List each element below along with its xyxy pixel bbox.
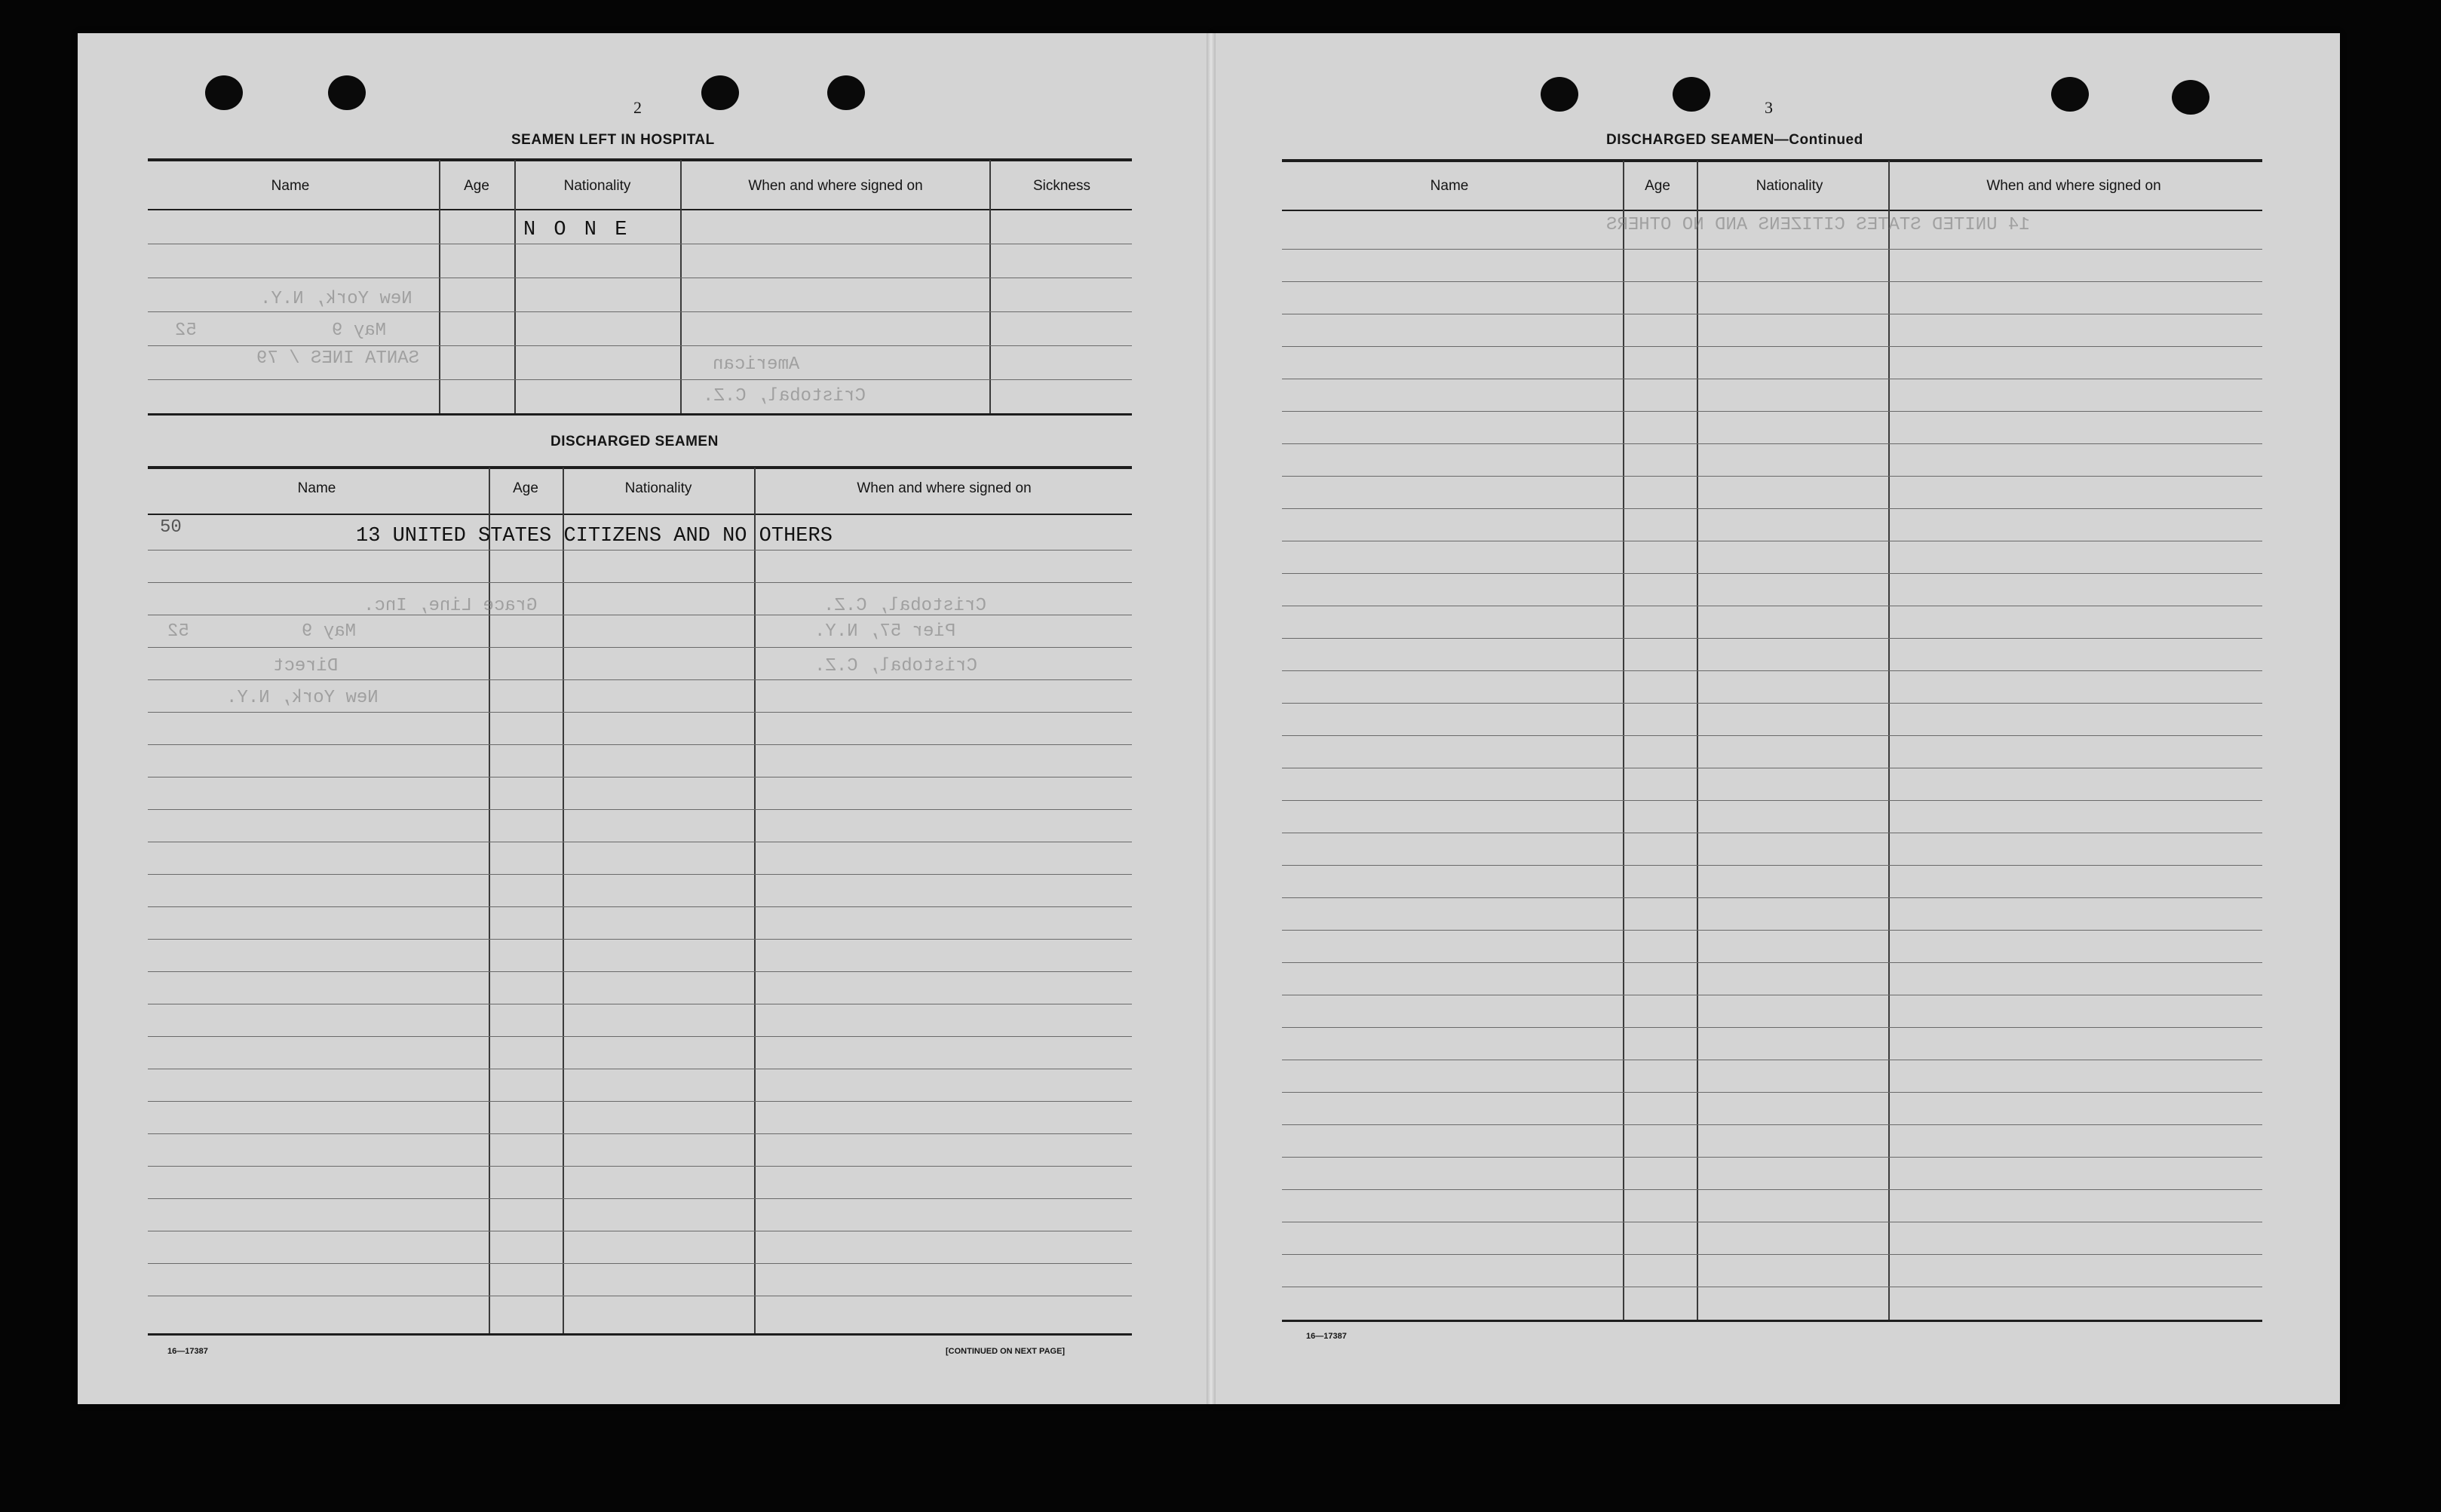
table-row-line <box>1282 476 2262 477</box>
discharged-divider <box>754 468 756 1335</box>
right-bottom-rule <box>1282 1320 2262 1322</box>
table-row-line <box>1282 443 2262 444</box>
table-row-line <box>1282 1157 2262 1158</box>
table-row-line <box>148 550 1132 551</box>
right-top-rule <box>1282 159 2262 162</box>
hospital-bottom-rule <box>148 413 1132 416</box>
page-fold <box>1207 33 1216 1404</box>
page-number: 2 <box>633 98 642 117</box>
table-row-line <box>148 809 1132 810</box>
bleed-text: SANTA INES / 79 <box>256 348 420 369</box>
table-row-line <box>148 1198 1132 1199</box>
table-row-line <box>1282 1092 2262 1093</box>
discharged-bottom-rule <box>148 1333 1132 1336</box>
hospital-divider <box>514 160 516 413</box>
table-row-line <box>1282 800 2262 801</box>
table-row-line <box>148 874 1132 875</box>
punch-hole <box>2172 80 2209 115</box>
punch-hole <box>328 75 366 110</box>
bleed-text: 14 UNITED STATES CITIZENS AND NO OTHERS <box>1606 215 2030 235</box>
hospital-divider <box>439 160 440 413</box>
table-row-line <box>148 582 1132 583</box>
bleed-text: 52 <box>175 320 197 341</box>
table-row-line <box>148 971 1132 972</box>
table-row-line <box>148 1036 1132 1037</box>
table-row-line <box>1282 865 2262 866</box>
bleed-text: Cristobal, C.Z. <box>823 596 987 616</box>
right-page <box>1213 33 2340 1404</box>
right-col-age: Age <box>1645 178 1670 194</box>
table-row-line <box>1282 346 2262 347</box>
table-row-line <box>148 939 1132 940</box>
bleed-text: Cristobal, C.Z. <box>814 656 978 676</box>
discharged-entry: 13 UNITED STATES CITIZENS AND NO OTHERS <box>356 525 833 547</box>
table-row-line <box>148 1133 1132 1134</box>
table-row-line <box>1282 897 2262 898</box>
table-row-line <box>148 906 1132 907</box>
discharged-col-signed-on: When and where signed on <box>857 480 1032 496</box>
hospital-divider <box>680 160 682 413</box>
bleed-text: May 9 <box>332 320 387 341</box>
bleed-text: 52 <box>167 621 189 642</box>
table-row-line <box>1282 281 2262 282</box>
table-row-line <box>148 712 1132 713</box>
page-number: 3 <box>1765 98 1773 117</box>
table-row-line <box>148 1263 1132 1264</box>
hospital-entry: N O N E <box>523 219 630 241</box>
hospital-header-rule <box>148 209 1132 210</box>
table-row-line <box>1282 670 2262 671</box>
table-row-line <box>1282 508 2262 509</box>
hospital-section-title: SEAMEN LEFT IN HOSPITAL <box>511 132 715 148</box>
hospital-col-age: Age <box>464 178 489 194</box>
margin-note: 50 <box>160 517 182 538</box>
punch-hole <box>827 75 865 110</box>
bleed-text: May 9 <box>302 621 357 642</box>
table-row-line <box>148 1101 1132 1102</box>
table-row-line <box>1282 1124 2262 1125</box>
hospital-col-name: Name <box>271 178 310 194</box>
right-header-rule <box>1282 210 2262 211</box>
bleed-text: Pier 57, N.Y. <box>814 621 956 642</box>
table-row-line <box>1282 573 2262 574</box>
hospital-row-line <box>148 311 1132 312</box>
table-row-line <box>148 647 1132 648</box>
discharged-col-name: Name <box>297 480 336 496</box>
hospital-col-signed-on: When and where signed on <box>748 178 923 194</box>
punch-hole <box>701 75 739 110</box>
discharged-divider <box>563 468 564 1335</box>
table-row-line <box>1282 1027 2262 1028</box>
right-col-signed-on: When and where signed on <box>1986 178 2161 194</box>
hospital-divider <box>989 160 991 413</box>
table-row-line <box>1282 1189 2262 1190</box>
table-row-line <box>1282 411 2262 412</box>
table-row-line <box>1282 930 2262 931</box>
table-row-line <box>148 1166 1132 1167</box>
table-row-line <box>1282 703 2262 704</box>
right-divider <box>1623 161 1624 1322</box>
form-number: 16—17387 <box>167 1347 208 1356</box>
punch-hole <box>2051 77 2089 112</box>
bleed-text: New York, N.Y. <box>260 289 412 309</box>
discharged-col-age: Age <box>513 480 538 496</box>
table-row-line <box>148 679 1132 680</box>
table-row-line <box>1282 735 2262 736</box>
bleed-text: Grace Line, Inc. <box>363 596 538 616</box>
hospital-row-line <box>148 379 1132 380</box>
table-row-line <box>148 744 1132 745</box>
hospital-col-sickness: Sickness <box>1032 178 1091 194</box>
right-section-title: DISCHARGED SEAMEN—Continued <box>1606 132 1863 148</box>
right-col-nationality: Nationality <box>1756 178 1823 194</box>
hospital-top-rule <box>148 158 1132 161</box>
discharged-section-title: DISCHARGED SEAMEN <box>550 434 719 449</box>
bleed-text: New York, N.Y. <box>226 688 379 708</box>
punch-hole <box>1541 77 1578 112</box>
form-number: 16—17387 <box>1306 1332 1347 1341</box>
punch-hole <box>1673 77 1710 112</box>
table-row-line <box>1282 249 2262 250</box>
right-col-name: Name <box>1430 178 1469 194</box>
hospital-col-nationality: Nationality <box>563 178 631 194</box>
hospital-row-line <box>148 345 1132 346</box>
punch-hole <box>205 75 243 110</box>
table-row-line <box>1282 962 2262 963</box>
discharged-top-rule <box>148 466 1132 469</box>
right-divider <box>1888 161 1890 1322</box>
bleed-text: Direct <box>273 656 339 676</box>
discharged-col-nationality: Nationality <box>624 480 692 496</box>
table-row-line <box>1282 638 2262 639</box>
right-divider <box>1697 161 1698 1322</box>
continued-note: [CONTINUED ON NEXT PAGE] <box>946 1347 1066 1356</box>
discharged-header-rule <box>148 514 1132 515</box>
bleed-text: Cristobal, C.Z. <box>703 386 866 406</box>
bleed-text: American <box>713 354 800 375</box>
table-row-line <box>1282 1254 2262 1255</box>
